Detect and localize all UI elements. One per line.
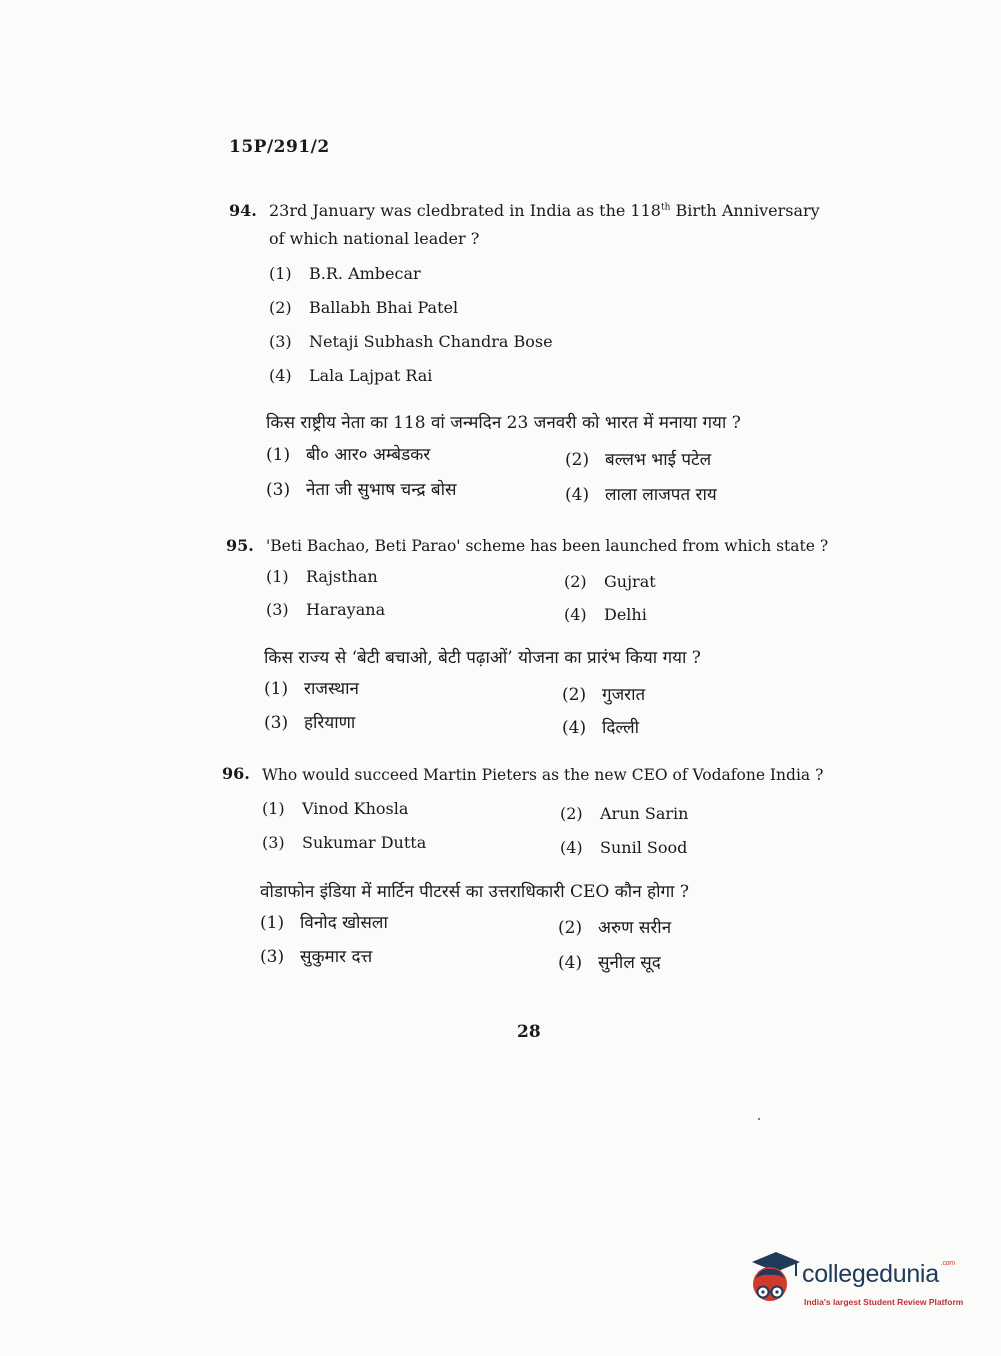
question-94-text-line2: of which national leader ?: [269, 229, 480, 248]
q95-option-2: (2) Gujrat: [564, 572, 656, 591]
q95-hindi-option-4: (4) दिल्ली: [562, 718, 640, 738]
question-96-number: 96.: [222, 764, 250, 783]
collegedunia-logo: [744, 1250, 974, 1320]
q96-option-3: (3) Sukumar Dutta: [262, 833, 427, 852]
q94-hindi-option-2: (2) बल्लभ भाई पटेल: [565, 450, 712, 470]
brand-tagline: India's largest Student Review Platform: [804, 1297, 964, 1307]
scan-speck: [758, 1118, 760, 1120]
question-96-hindi-text: वोडाफोन इंडिया में मार्टिन पीटरर्स का उत्तराधिकारी CEO कौन होगा ?: [260, 882, 689, 902]
q94-hindi-option-1: (1) बी० आर० अम्बेडकर: [266, 445, 431, 465]
q96-hindi-option-4: (4) सुनील सूद: [558, 953, 661, 973]
q95-hindi-option-2: (2) गुजरात: [562, 685, 646, 705]
q96-hindi-option-2: (2) अरुण सरीन: [558, 918, 672, 938]
q96-hindi-option-1: (1) विनोद खोसला: [260, 913, 388, 933]
q95-option-1: (1) Rajsthan: [266, 567, 378, 586]
question-94-text-line1: 23rd January was cledbrated in India as the 118th Birth Anniversary: [269, 201, 820, 220]
q94-option-4: (4) Lala Lajpat Rai: [269, 366, 433, 385]
q96-option-2: (2) Arun Sarin: [560, 804, 689, 823]
mascot-icon: [744, 1250, 800, 1312]
brand-name: collegedunia $^{.com}$: [802, 1260, 955, 1288]
q94-option-1: (1) B.R. Ambecar: [269, 264, 421, 283]
question-96-text: Who would succeed Martin Pieters as the new CEO of Vodafone India ?: [262, 766, 824, 784]
q94-hindi-option-4: (4) लाला लाजपत राय: [565, 485, 717, 505]
q96-hindi-option-3: (3) सुकुमार दत्त: [260, 947, 373, 967]
q96-option-4: (4) Sunil Sood: [560, 838, 688, 857]
question-94-number: 94.: [229, 201, 257, 220]
question-95-number: 95.: [226, 536, 254, 555]
q95-hindi-option-1: (1) राजस्थान: [264, 679, 359, 699]
question-95-text: 'Beti Bachao, Beti Parao' scheme has been launched from which state ?: [266, 537, 829, 555]
q94-hindi-option-3: (3) नेता जी सुभाष चन्द्र बोस: [266, 480, 457, 500]
q96-option-1: (1) Vinod Khosla: [262, 799, 409, 818]
q95-option-4: (4) Delhi: [564, 605, 647, 624]
q95-option-3: (3) Harayana: [266, 600, 386, 619]
q95-hindi-option-3: (3) हरियाणा: [264, 713, 356, 733]
question-94-hindi-text: किस राष्ट्रीय नेता का 118 वां जन्मदिन 23 जनवरी को भारत में मनाया गया ?: [266, 413, 741, 433]
question-95-hindi-text: किस राज्य से ‘बेटी बचाओ, बेटी पढ़ाओं’ योजना का प्रारंभ किया गया ?: [264, 648, 701, 668]
paper-code: 15P/291/2: [229, 137, 330, 157]
q94-option-2: (2) Ballabh Bhai Patel: [269, 298, 459, 317]
q94-option-3: (3) Netaji Subhash Chandra Bose: [269, 332, 553, 351]
page-number: 28: [517, 1022, 541, 1042]
